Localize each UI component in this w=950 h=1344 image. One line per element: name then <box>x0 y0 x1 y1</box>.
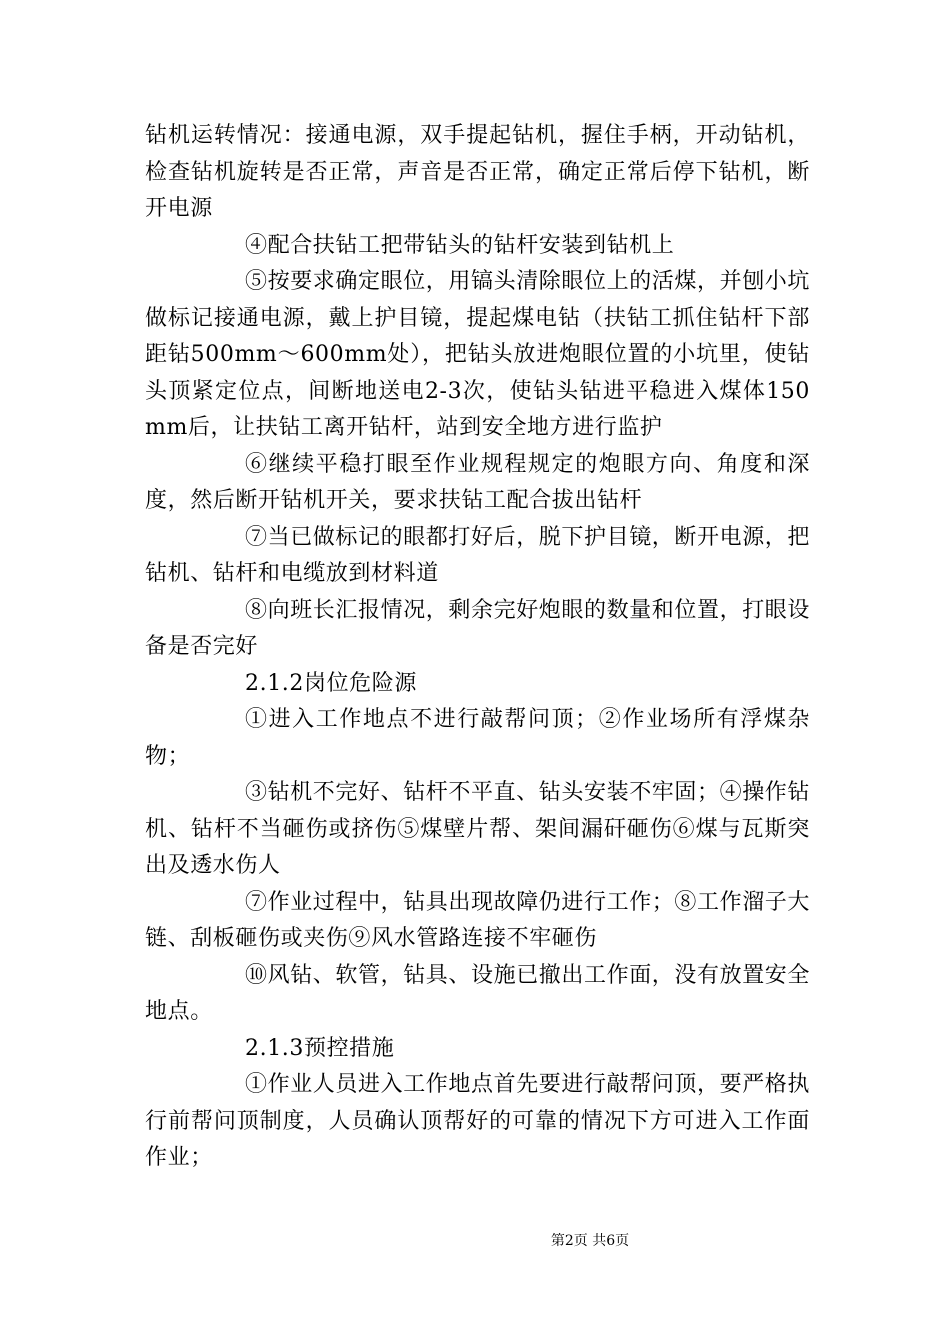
section-heading-2-1-3: 2.1.3预控措施 <box>245 1035 395 1061</box>
paragraph-2: ④配合扶钻工把带钻头的钻杆安装到钻机上 <box>245 232 675 258</box>
paragraph-3: ⑤按要求确定眼位，用镐头清除眼位上的活煤，并刨小坑做标记接通电源，戴上护目镜，提起煤电钻（扶钻工抓住钻杆下部距钻500mm～600mm处），把钻头放进炮眼位置的小坑里，使钻头顶紧定位点，间断地送电2-3次，使钻头钻进平稳进入煤体150mm后，让扶钻工离开钻杆，站到安全地方进行监护 <box>145 269 811 440</box>
paragraph-9: ⑦作业过程中，钻具出现故障仍进行工作；⑧工作溜子大链、刮板砸伤或夹伤⑨风水管路连接不牢砸伤 <box>145 889 811 951</box>
paragraph-8: ③钻机不完好、钻杆不平直、钻头安装不牢固；④操作钻机、钻杆不当砸伤或挤伤⑤煤壁片帮、架间漏矸砸伤⑥煤与瓦斯突出及透水伤人 <box>145 780 811 878</box>
paragraph-6: ⑧向班长汇报情况，剩余完好炮眼的数量和位置，打眼设备是否完好 <box>145 597 811 659</box>
paragraph-4: ⑥继续平稳打眼至作业规程规定的炮眼方向、角度和深度，然后断开钻机开关，要求扶钻工配合拔出钻杆 <box>145 451 810 513</box>
section-heading-2-1-2: 2.1.2岗位危险源 <box>245 670 417 696</box>
paragraph-11: ①作业人员进入工作地点首先要进行敲帮问顶，要严格执行前帮问顶制度，人员确认顶帮好的可靠的情况下方可进入工作面作业； <box>145 1072 811 1170</box>
page-number: 第2页 共6页 <box>550 1233 630 1249</box>
paragraph-10: ⑩风钻、软管，钻具、设施已撤出工作面，没有放置安全地点。 <box>145 962 811 1024</box>
paragraph-7: ①进入工作地点不进行敲帮问顶；②作业场所有浮煤杂物； <box>145 707 810 769</box>
paragraph-5: ⑦当已做标记的眼都打好后，脱下护目镜，断开电源，把钻机、钻杆和电缆放到材料道 <box>145 524 811 586</box>
paragraph-1: 钻机运转情况：接通电源，双手提起钻机，握住手柄，开动钻机，检查钻机旋转是否正常，声音是否正常，确定正常后停下钻机，断开电源 <box>145 123 810 221</box>
document-body <box>145 118 810 1177</box>
